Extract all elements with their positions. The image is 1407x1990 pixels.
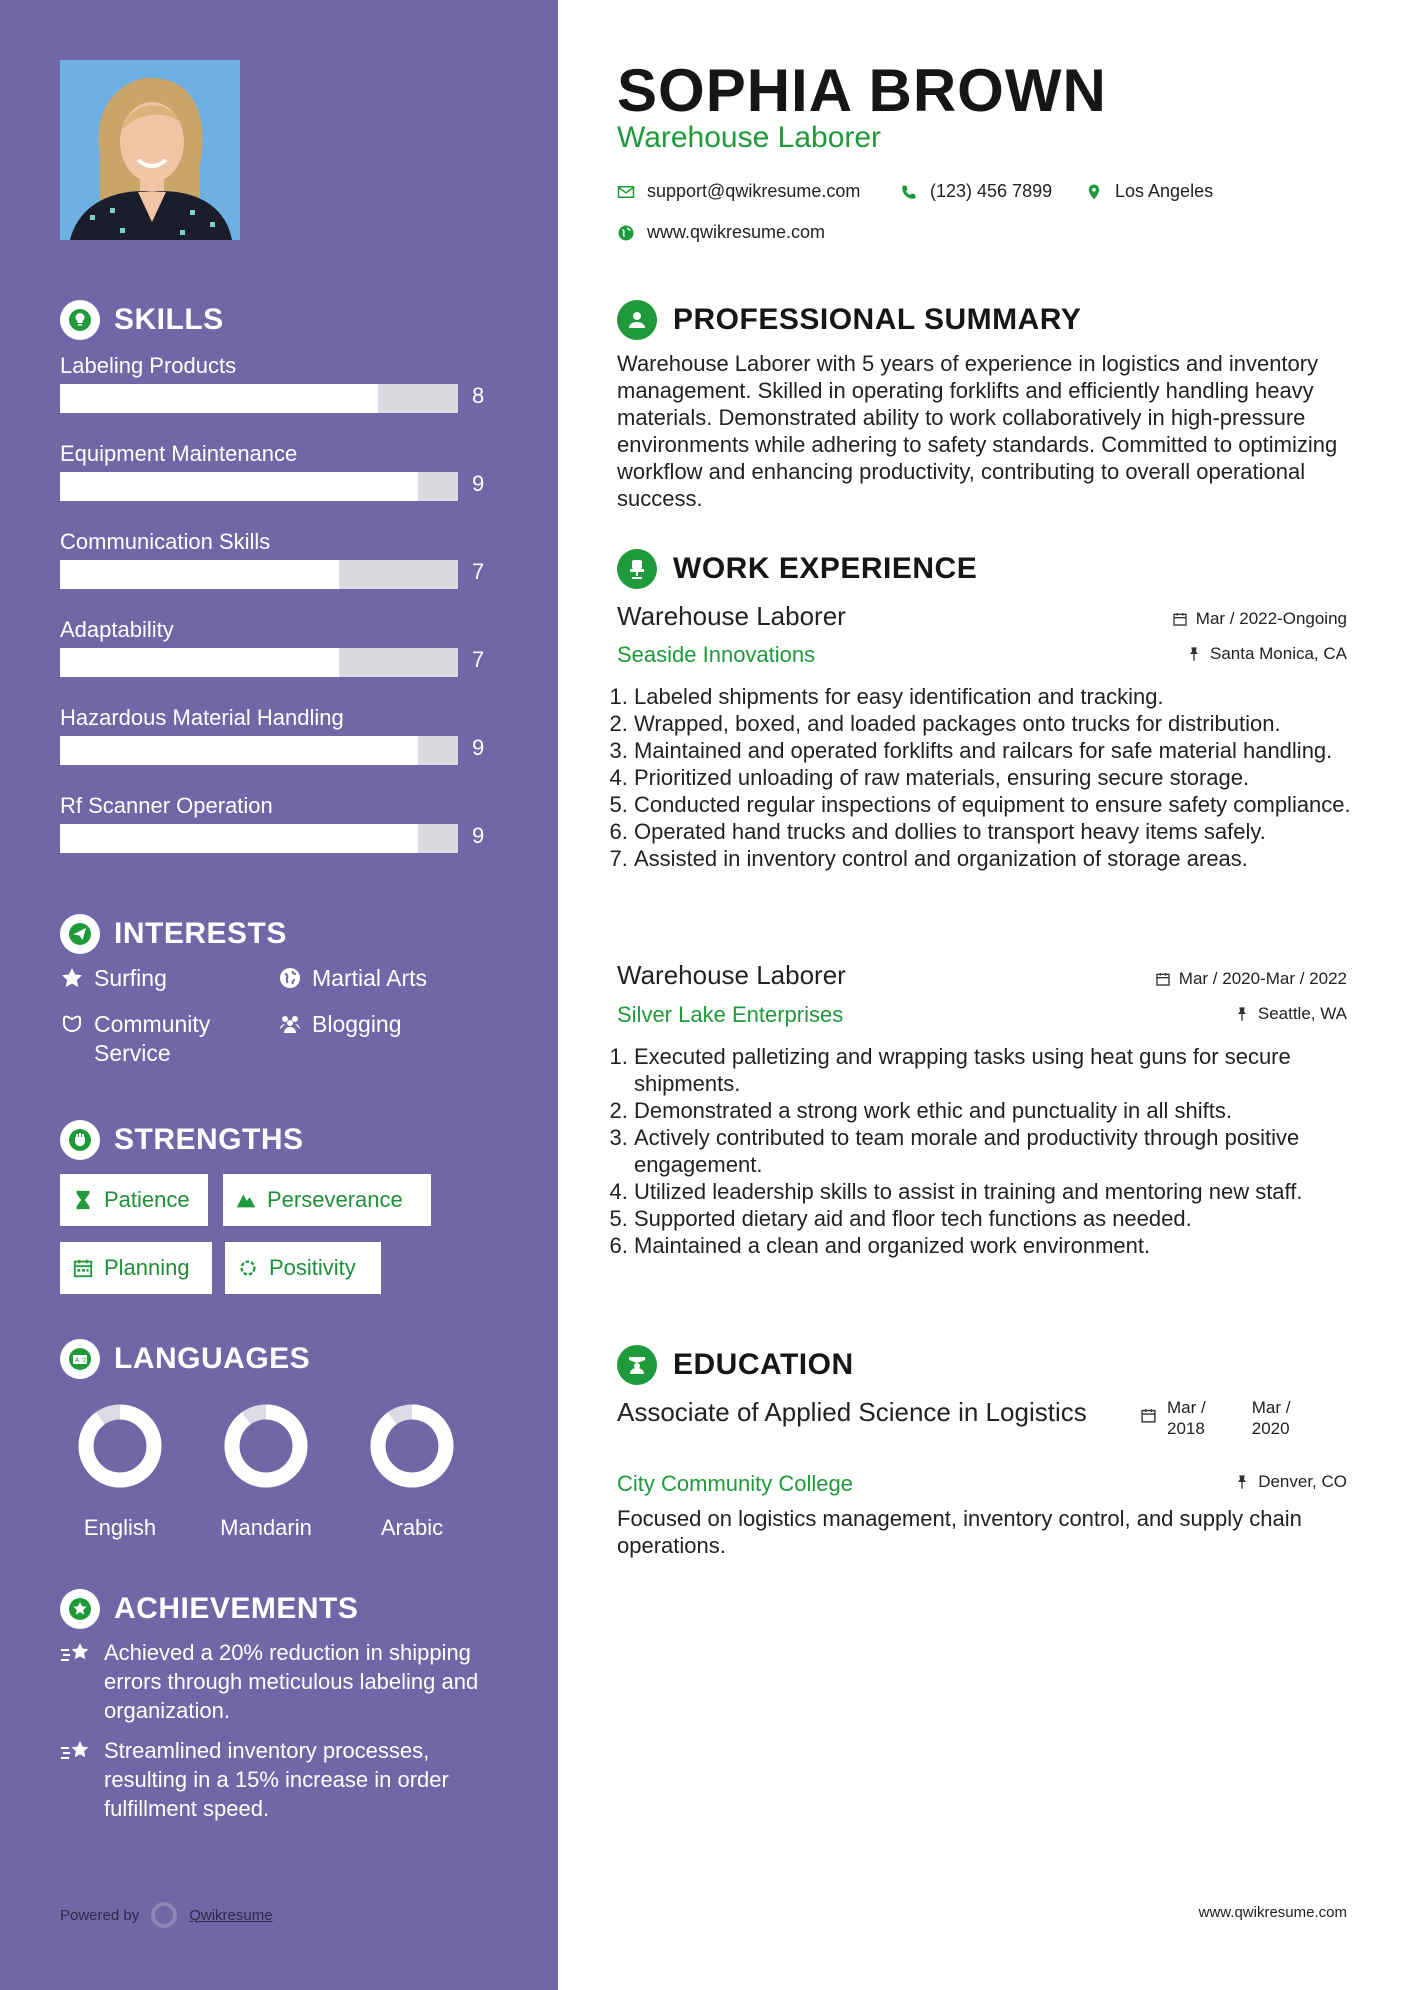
pushpin-icon [1234,1474,1250,1490]
language-name: Mandarin [220,1515,312,1540]
duty-item: 2. Wrapped, boxed, and loaded packages onto trucks for distribution. [634,710,1368,737]
strength-badge [60,1174,208,1226]
job-dates-text: Mar / 2020-Mar / 2022 [1178,969,1347,988]
paper-plane-icon [60,914,100,954]
map-pin-icon [1085,183,1103,201]
skill-item [60,353,490,427]
interest-label: Martial Arts [312,965,428,991]
website-text: www.qwikresume.com [647,222,826,242]
skill-level: 9 [472,471,485,496]
skill-name: Hazardous Material Handling [60,705,344,730]
strength-badge [60,1242,212,1294]
email-text: support@qwikresume.com [647,181,861,201]
achievements-heading [60,1589,358,1629]
skill-item [60,793,490,867]
fist-icon [60,1120,100,1160]
job-location [1234,1004,1347,1024]
strength-label: Positivity [269,1255,356,1280]
interests-title: INTERESTS [114,917,287,950]
job-dates-text: Mar / 2022-Ongoing [1195,609,1347,628]
experience-title: WORK EXPERIENCE [673,552,978,585]
strength-label: Planning [104,1255,190,1280]
duty-item: 5. Conducted regular inspections of equipment to ensure safety compliance. [634,791,1368,818]
achievement-item [60,1736,500,1823]
hands-icon [60,1012,84,1036]
job-location-text: Seattle, WA [1257,1004,1347,1023]
job-title: Warehouse Laborer [617,601,846,631]
education-end [1252,1397,1291,1439]
skill-bar [60,472,458,501]
strength-badge [225,1242,381,1294]
interests-heading [60,914,287,954]
skill-bar [60,560,458,589]
interest-item [60,1010,240,1068]
interest-label: Blogging [312,1011,402,1037]
education-school: City Community College [617,1471,853,1496]
footer-website[interactable]: www.qwikresume.com [1198,1904,1347,1921]
interest-label: Community Service [94,1011,211,1066]
lightbulb-icon [60,300,100,340]
proficiency-donut [221,1401,311,1491]
pushpin-icon [1234,1006,1250,1022]
education-description: Focused on logistics management, inventory control, and supply chain operations. [617,1506,1302,1558]
job-location-text: Santa Monica, CA [1209,644,1347,663]
skill-level: 9 [472,823,485,848]
education-location-text: Denver, CO [1258,1472,1347,1491]
interest-item [278,964,427,993]
duty-item: 3. Actively contributed to team morale and productivity through positive engagement. [634,1124,1368,1178]
skill-item [60,529,490,603]
proficiency-donut [367,1401,457,1491]
duty-item: 7. Assisted in inventory control and organization of storage areas. [634,845,1368,872]
award-star-icon [60,1589,100,1629]
education-end-month: Mar / [1251,1398,1291,1417]
hourglass-icon [72,1189,94,1211]
skill-level: 9 [472,735,485,760]
mountain-icon [235,1189,257,1211]
skills-title: SKILLS [114,303,224,336]
job-duties [608,683,1368,872]
language-item [352,1401,472,1541]
qwikresume-logo-icon [151,1902,177,1928]
duty-item: 2. Demonstrated a strong work ethic and punctuality in all shifts. [634,1097,1368,1124]
languages-heading [60,1339,310,1379]
achievement-text: Achieved a 20% reduction in shipping errors through meticulous labeling and organization. [104,1640,479,1723]
education-degree: Associate of Applied Science in Logistics [617,1397,1087,1427]
skills-heading [60,300,224,340]
contact-email[interactable] [617,181,860,202]
phone-text: (123) 456 7899 [930,181,1053,201]
skill-name: Adaptability [60,617,174,642]
interest-item [278,1010,402,1039]
achievement-text: Streamlined inventory processes, resulting in a 15% increase in order fulfillment speed. [104,1738,449,1821]
education-heading [617,1345,854,1385]
phone-icon [900,183,918,201]
user-icon [617,300,657,340]
globe-icon [617,224,635,242]
office-chair-icon [617,549,657,589]
strengths-heading [60,1120,304,1160]
experience-heading [617,549,977,589]
sidebar [0,0,558,1990]
duty-item: 5. Supported dietary aid and floor tech functions as needed. [634,1205,1368,1232]
interest-label: Surfing [94,965,167,991]
location-text: Los Angeles [1115,181,1214,201]
language-name: English [83,1515,157,1540]
achievement-item [60,1638,500,1725]
pushpin-icon [1186,646,1202,662]
contact-website[interactable] [617,222,825,243]
strength-label: Perseverance [267,1187,403,1212]
sun-icon [237,1257,259,1279]
skill-name: Communication Skills [60,529,271,554]
calendar-icon [1155,971,1171,987]
duty-item: 4. Utilized leadership skills to assist in training and mentoring new staff. [634,1178,1368,1205]
skill-bar [60,384,458,413]
education-location [1234,1472,1347,1492]
language-card-icon [60,1339,100,1379]
duty-item: 1. Labeled shipments for easy identification and tracking. [634,683,1368,710]
summary-text: Warehouse Laborer with 5 years of experience in logistics and inventory management. Skilled in operating forklifts and efficiently handling heavy materials. Demonstrated ability to work collaboratively in high-pressure environments while adhering to safety standards. Committed to optimizing workflow and enhancing productivity, contributing to overall operational success. [617,351,1338,511]
education-end-year: 2020 [1251,1419,1290,1438]
envelope-icon [617,183,635,201]
calendar-icon [72,1257,94,1279]
job-title: Warehouse Laborer [617,960,846,990]
education-start [1167,1397,1206,1439]
skill-level: 8 [472,383,485,408]
education-start-year: 2018 [1167,1419,1205,1438]
skill-item [60,705,490,779]
skill-level: 7 [472,559,485,584]
strength-label: Patience [104,1187,190,1212]
summary-heading [617,300,1081,340]
skill-bar [60,824,458,853]
job-company: Silver Lake Enterprises [617,1002,844,1027]
education-start-month: Mar / [1167,1398,1206,1417]
shooting-star-icon [60,1738,92,1766]
strength-badge [223,1174,431,1226]
skill-name: Equipment Maintenance [60,441,298,466]
job-company: Seaside Innovations [617,642,816,667]
skill-name: Labeling Products [60,353,237,378]
skill-item [60,617,490,691]
candidate-name: SOPHIA BROWN [617,57,1107,124]
powered-by-label: Powered by [60,1906,140,1924]
skill-level: 7 [472,647,485,672]
powered-by-link[interactable]: Qwikresume [189,1906,273,1924]
job-location [1186,644,1347,664]
strengths-title: STRENGTHS [114,1123,304,1156]
skill-bar [60,648,458,677]
education-title: EDUCATION [673,1348,854,1381]
skill-bar [60,736,458,765]
duty-item: 4. Prioritized unloading of raw materials, ensuring secure storage. [634,764,1368,791]
summary-title: PROFESSIONAL SUMMARY [673,303,1082,336]
shooting-star-icon [60,1640,92,1668]
language-item [60,1401,180,1541]
svg-text:A 文: A 文 [75,1357,88,1364]
profile-photo [60,60,240,240]
achievements-title: ACHIEVEMENTS [114,1592,359,1625]
powered-by [60,1902,273,1928]
duty-item: 1. Executed palletizing and wrapping tasks using heat guns for secure shipments. [634,1043,1368,1097]
duty-item: 3. Maintained and operated forklifts and railcars for safe material handling. [634,737,1368,764]
contact-location [1085,181,1213,202]
proficiency-donut [75,1401,165,1491]
contact-phone[interactable] [900,181,1052,202]
graduate-icon [617,1345,657,1385]
interest-item [60,964,167,993]
language-name: Arabic [380,1515,444,1540]
duty-item: 6. Maintained a clean and organized work environment. [634,1232,1368,1259]
globe-icon [278,966,302,990]
education-dates [1140,1397,1290,1439]
skill-name: Rf Scanner Operation [60,793,273,818]
star-icon [60,966,84,990]
job-dates [1155,969,1347,989]
calendar-icon [1140,1407,1157,1424]
calendar-icon [1172,611,1188,627]
skill-item [60,441,490,515]
languages-title: LANGUAGES [114,1342,311,1375]
job-dates [1172,609,1347,629]
job-duties [608,1043,1368,1259]
duty-item: 6. Operated hand trucks and dollies to transport heavy items safely. [634,818,1368,845]
candidate-title: Warehouse Laborer [617,121,882,154]
users-icon [278,1012,302,1036]
language-item [206,1401,326,1541]
